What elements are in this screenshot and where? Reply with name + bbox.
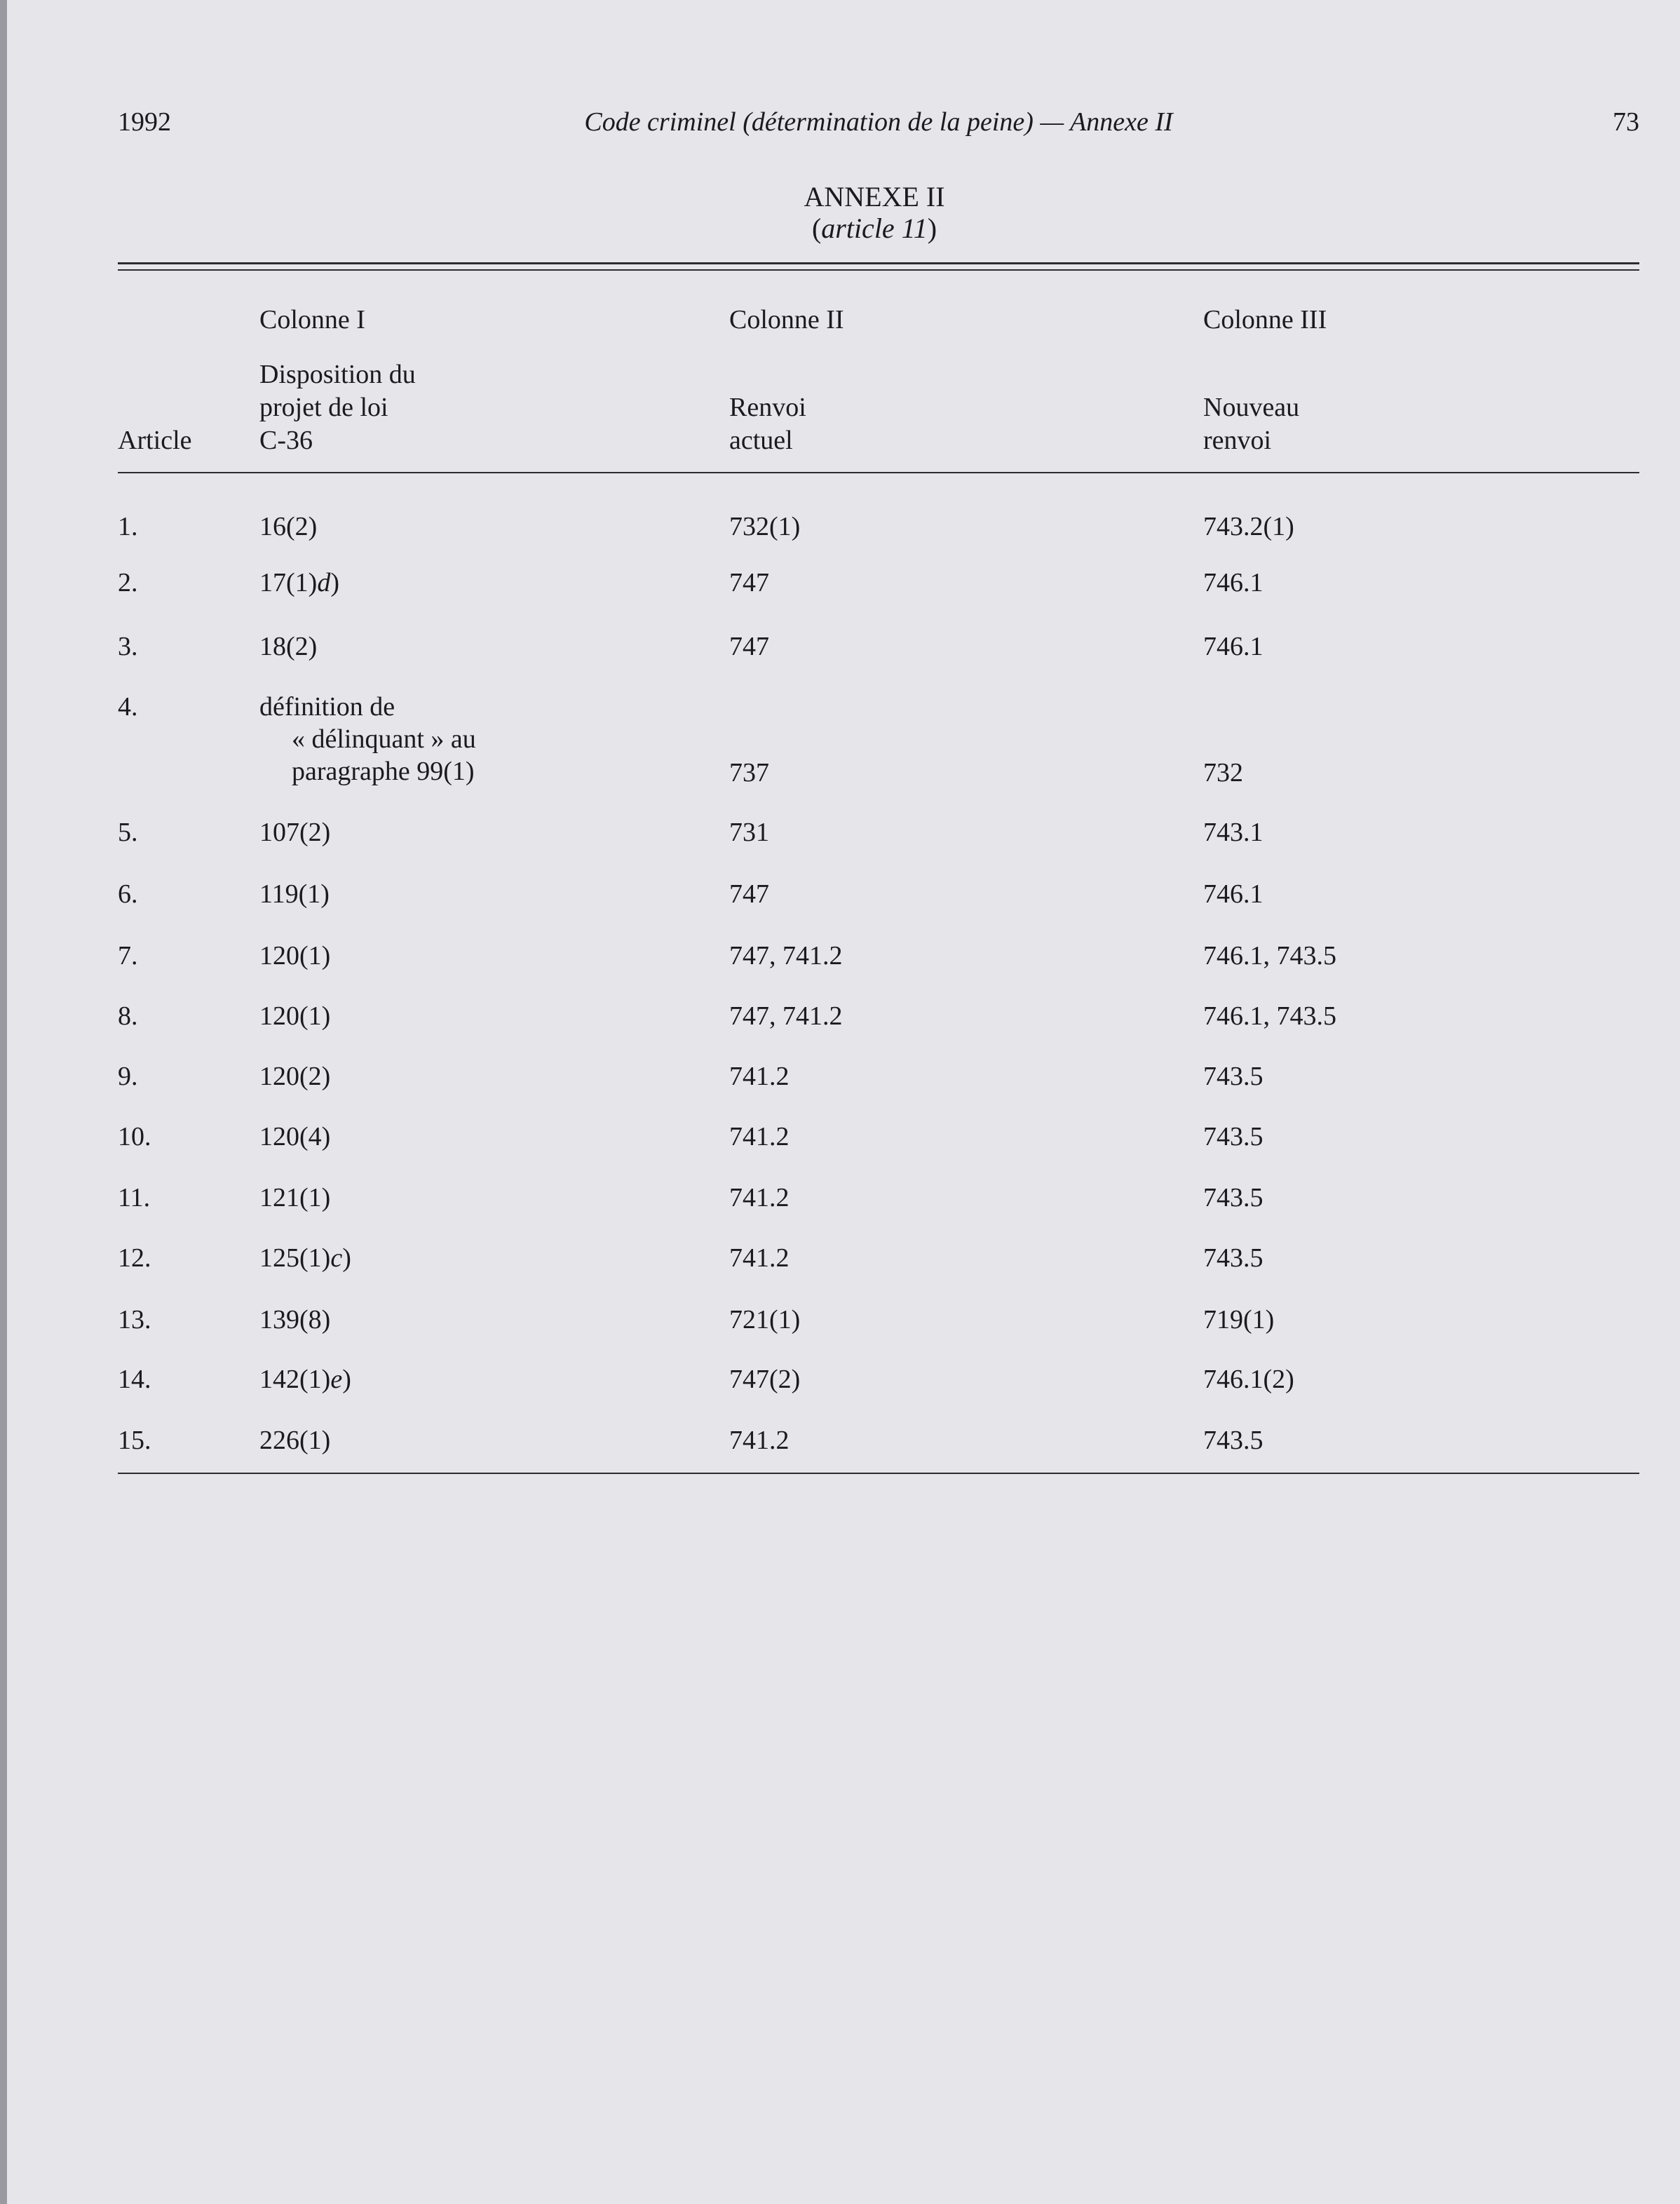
- row-provision: 18(2): [259, 632, 318, 661]
- row-new-reference: 743.5: [1203, 1062, 1264, 1091]
- table-row: [0, 1181, 1680, 1215]
- row-new-reference: 743.5: [1203, 1426, 1264, 1455]
- row-article: 15.: [118, 1426, 151, 1455]
- row-article: 1.: [118, 512, 138, 541]
- schedule-reference: [0, 212, 1680, 245]
- row-current-reference: 741.2: [729, 1062, 790, 1091]
- row-current-reference: 747(2): [729, 1365, 801, 1394]
- table-row: [0, 1303, 1680, 1337]
- row-new-reference: 746.1: [1203, 879, 1264, 909]
- col2-title: Colonne II: [729, 305, 844, 334]
- running-head-title: Code criminel (détermination de la peine) — Annexe II: [584, 107, 1173, 137]
- row-provision-line: « délinquant » au: [292, 724, 476, 754]
- row-provision: 125(1)c): [259, 1243, 351, 1273]
- row-provision: 121(1): [259, 1183, 331, 1212]
- row-article: 5.: [118, 818, 138, 847]
- row-new-reference: 746.1: [1203, 632, 1264, 661]
- row-article: 4.: [118, 692, 138, 722]
- schedule-reference-text: article 11: [821, 212, 928, 244]
- table-row: [0, 630, 1680, 663]
- article-header: Article: [118, 426, 192, 455]
- schedule-reference-close: ): [927, 212, 937, 244]
- provision-paragraph-letter: c: [330, 1243, 343, 1273]
- col1-sub-line: projet de loi: [259, 393, 388, 422]
- table-row: [0, 999, 1680, 1033]
- row-article: 10.: [118, 1122, 151, 1151]
- row-new-reference: 746.1, 743.5: [1203, 941, 1336, 971]
- schedule-title: ANNEXE II: [804, 181, 945, 212]
- table-row: [0, 816, 1680, 849]
- row-provision: 226(1): [259, 1426, 331, 1455]
- col3-sub-line: Nouveau: [1203, 393, 1300, 422]
- row-provision: 120(4): [259, 1122, 331, 1151]
- running-head: [118, 107, 1639, 142]
- provision-paragraph-letter: d: [317, 568, 331, 597]
- row-current-reference: 741.2: [729, 1122, 790, 1151]
- row-current-reference: 741.2: [729, 1183, 790, 1212]
- row-new-reference: 746.1, 743.5: [1203, 1001, 1336, 1031]
- row-article: 8.: [118, 1001, 138, 1031]
- table-bottom-rule: [118, 1473, 1639, 1474]
- row-new-reference: 743.2(1): [1203, 512, 1294, 541]
- col2-sub-line: actuel: [729, 426, 793, 455]
- row-current-reference: 741.2: [729, 1243, 790, 1273]
- running-head-year: 1992: [118, 107, 171, 137]
- row-article: 7.: [118, 941, 138, 971]
- provision-paragraph-letter: e: [330, 1365, 343, 1394]
- row-article: 14.: [118, 1365, 151, 1394]
- table-top-rule: [118, 262, 1639, 264]
- row-new-reference: 719(1): [1203, 1305, 1275, 1334]
- row-provision: 120(1): [259, 1001, 331, 1031]
- row-new-reference: 732: [1203, 758, 1243, 787]
- table-row: [0, 690, 1680, 787]
- row-article: 2.: [118, 568, 138, 597]
- table-row: [0, 1241, 1680, 1275]
- col2-sub-line: Renvoi: [729, 393, 806, 422]
- row-provision-line: paragraphe 99(1): [292, 757, 475, 786]
- row-new-reference: 743.5: [1203, 1122, 1264, 1151]
- table-row: [0, 1363, 1680, 1396]
- row-new-reference: 746.1(2): [1203, 1365, 1294, 1394]
- row-current-reference: 747: [729, 879, 769, 909]
- row-new-reference: 743.5: [1203, 1183, 1264, 1212]
- row-article: 12.: [118, 1243, 151, 1273]
- row-provision-line: définition de: [259, 692, 395, 722]
- table-row: [0, 939, 1680, 973]
- page-edge-shadow: [0, 0, 7, 2204]
- table-row: [0, 1424, 1680, 1457]
- row-provision: 107(2): [259, 818, 331, 847]
- row-provision: 139(8): [259, 1305, 331, 1334]
- row-provision: 17(1)d): [259, 568, 339, 597]
- col1-sub-line: C-36: [259, 426, 313, 455]
- row-current-reference: 747, 741.2: [729, 941, 843, 971]
- row-current-reference: 747: [729, 632, 769, 661]
- table-row: [0, 1060, 1680, 1093]
- row-current-reference: 731: [729, 818, 769, 847]
- row-article: 6.: [118, 879, 138, 909]
- row-provision: 16(2): [259, 512, 318, 541]
- row-article: 13.: [118, 1305, 151, 1334]
- row-provision: 142(1)e): [259, 1365, 351, 1394]
- row-current-reference: 737: [729, 758, 769, 787]
- row-provision: 120(1): [259, 941, 331, 971]
- row-current-reference: 741.2: [729, 1426, 790, 1455]
- schedule-reference-open: (: [811, 212, 822, 244]
- table-row: [0, 510, 1680, 543]
- table-top-rule-second: [118, 269, 1639, 271]
- row-new-reference: 743.5: [1203, 1243, 1264, 1273]
- row-current-reference: 747: [729, 568, 769, 597]
- table-row: [0, 877, 1680, 911]
- col1-title: Colonne I: [259, 305, 365, 334]
- header-rule: [118, 472, 1639, 473]
- col3-sub-line: renvoi: [1203, 426, 1272, 455]
- table-row: [0, 566, 1680, 600]
- row-provision: 120(2): [259, 1062, 331, 1091]
- table-row: [0, 1120, 1680, 1154]
- row-new-reference: 746.1: [1203, 568, 1264, 597]
- row-current-reference: 747, 741.2: [729, 1001, 843, 1031]
- col1-sub-line: Disposition du: [259, 360, 416, 389]
- row-article: 9.: [118, 1062, 138, 1091]
- row-current-reference: 732(1): [729, 512, 801, 541]
- page-number: 73: [1613, 107, 1639, 137]
- row-current-reference: 721(1): [729, 1305, 801, 1334]
- row-article: 11.: [118, 1183, 151, 1212]
- row-new-reference: 743.1: [1203, 818, 1264, 847]
- col3-title: Colonne III: [1203, 305, 1327, 334]
- row-provision: 119(1): [259, 879, 330, 909]
- row-article: 3.: [118, 632, 138, 661]
